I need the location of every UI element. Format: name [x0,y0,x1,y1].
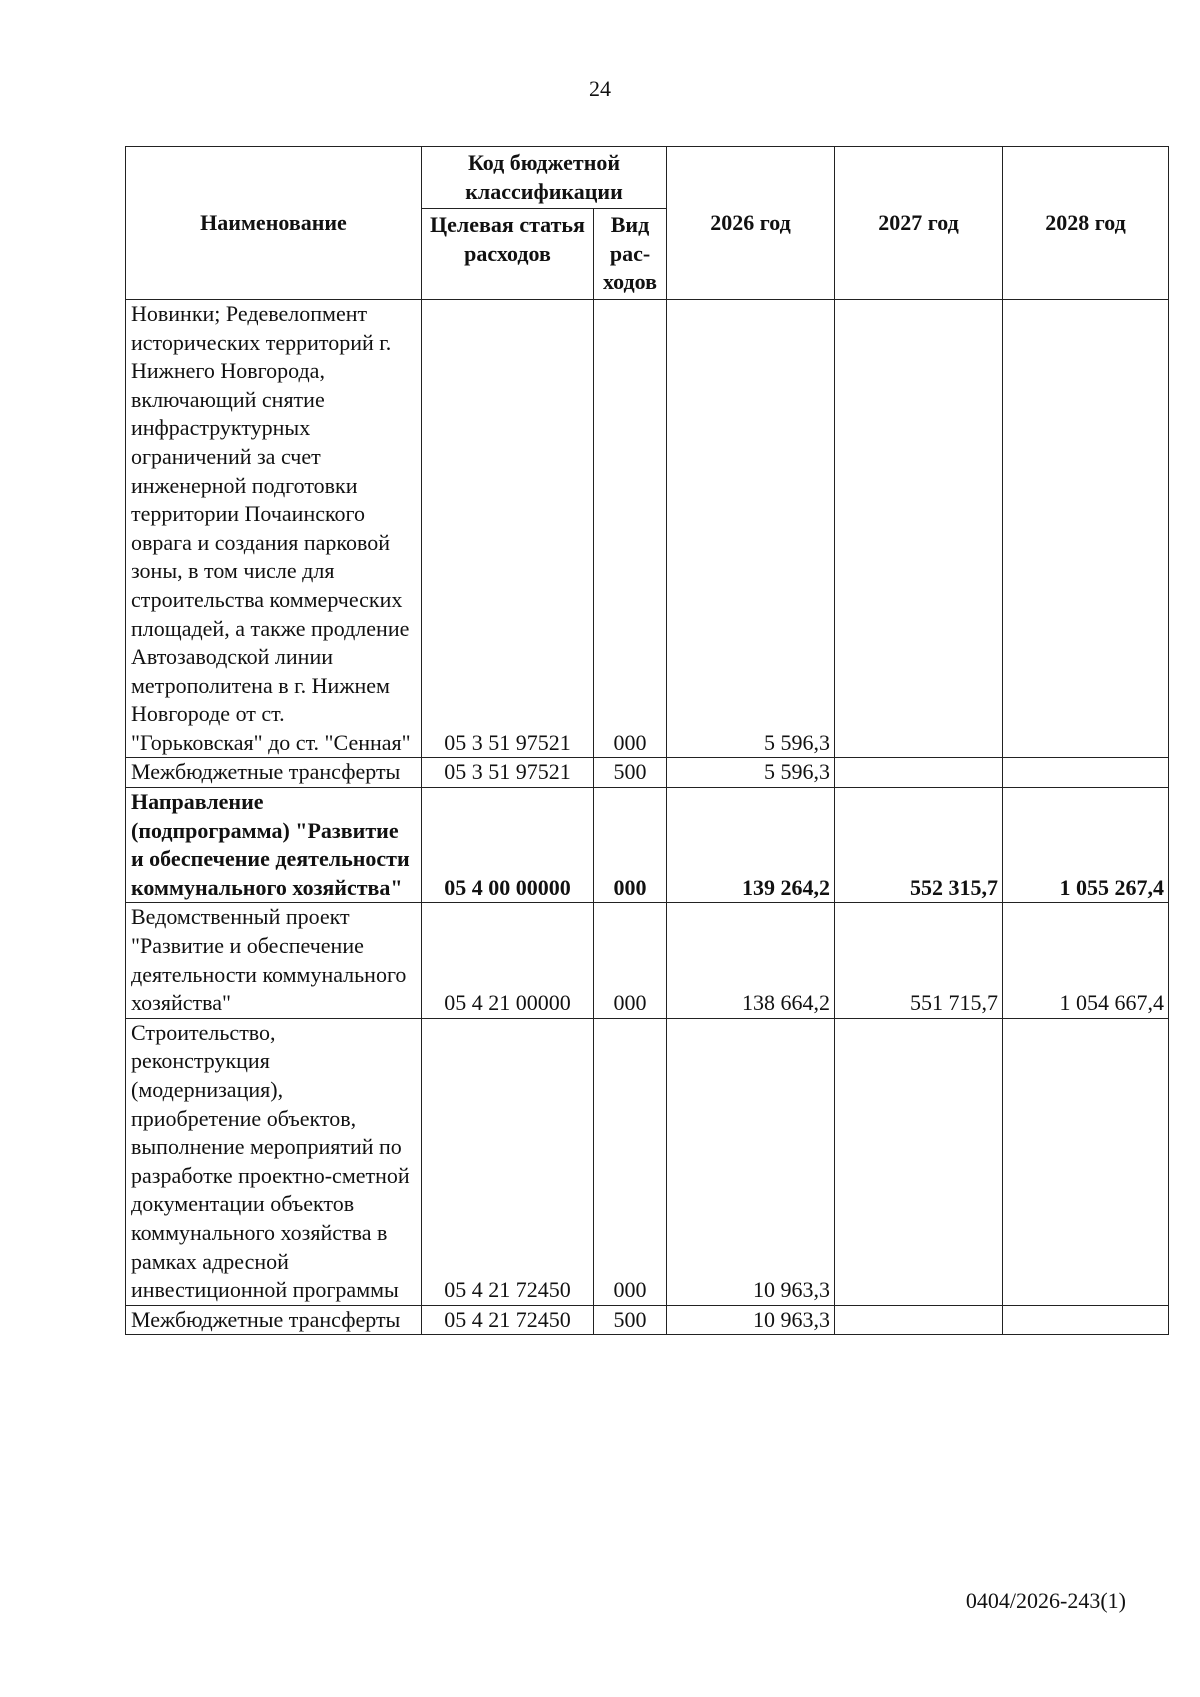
row-kind-code: 000 [594,1018,667,1305]
header-2027: 2027 год [835,147,1003,300]
table-row [126,758,1169,788]
table-row-section [126,788,1169,903]
header-code-group: Код бюджетной классификации [422,147,667,209]
row-target-code: 05 4 21 72450 [422,1305,594,1335]
row-name: Строительство, реконструкция (модернизация), приобретение объектов, выполнение мероприятий по разработке проектно-сметной документации объектов коммунального хозяйства в рамках адресной инвестиционной программы [126,1018,422,1305]
table-row [126,1305,1169,1335]
row-target-code: 05 3 51 97521 [422,758,594,788]
row-value-2028 [1003,1305,1169,1335]
row-value-2027: 551 715,7 [835,903,1003,1018]
header-2028: 2028 год [1003,147,1169,300]
row-value-2026: 10 963,3 [667,1018,835,1305]
header-target: Целевая статья расходов [422,209,594,300]
row-name: Межбюджетные трансферты [126,758,422,788]
row-name: Межбюджетные трансферты [126,1305,422,1335]
row-target-code: 05 4 21 00000 [422,903,594,1018]
table-row [126,299,1169,758]
row-target-code: 05 3 51 97521 [422,299,594,758]
row-value-2027: 552 315,7 [835,788,1003,903]
row-name: Направление (подпрограмма) "Развитие и обеспечение деятельности коммунального хозяйства" [126,788,422,903]
page-number: 24 [589,76,611,101]
budget-table [125,146,1169,1335]
header-name: Наименование [126,147,422,300]
row-value-2028 [1003,1018,1169,1305]
document-code: 0404/2026-243(1) [965,1588,1126,1613]
row-target-code: 05 4 21 72450 [422,1018,594,1305]
row-kind-code: 500 [594,758,667,788]
row-value-2026: 5 596,3 [667,299,835,758]
row-name: Новинки; Редевелопмент исторических территорий г. Нижнего Новгорода, включающий снятие инфраструктурных ограничений за счет инженерной подготовки территории Почаинского оврага и создания парковой зоны, в том числе для строительства коммерческих площадей, а также продление Автозаводской линии метрополитена в г. Нижнем Новгороде от ст. "Горьковская" до ст. "Сенная" [126,299,422,758]
row-value-2026: 10 963,3 [667,1305,835,1335]
row-value-2028: 1 054 667,4 [1003,903,1169,1018]
row-value-2027 [835,299,1003,758]
row-value-2026: 139 264,2 [667,788,835,903]
table-row [126,1018,1169,1305]
row-kind-code: 000 [594,903,667,1018]
row-value-2027 [835,758,1003,788]
header-2026: 2026 год [667,147,835,300]
row-value-2027 [835,1305,1003,1335]
table-row [126,903,1169,1018]
row-target-code: 05 4 00 00000 [422,788,594,903]
header-kind: Вид рас-ходов [594,209,667,300]
row-name: Ведомственный проект "Развитие и обеспечение деятельности коммунального хозяйства" [126,903,422,1018]
row-value-2028: 1 055 267,4 [1003,788,1169,903]
row-kind-code: 000 [594,788,667,903]
header-row [126,147,1169,209]
row-value-2028 [1003,299,1169,758]
row-value-2026: 5 596,3 [667,758,835,788]
row-value-2026: 138 664,2 [667,903,835,1018]
row-kind-code: 500 [594,1305,667,1335]
row-kind-code: 000 [594,299,667,758]
row-value-2027 [835,1018,1003,1305]
row-value-2028 [1003,758,1169,788]
